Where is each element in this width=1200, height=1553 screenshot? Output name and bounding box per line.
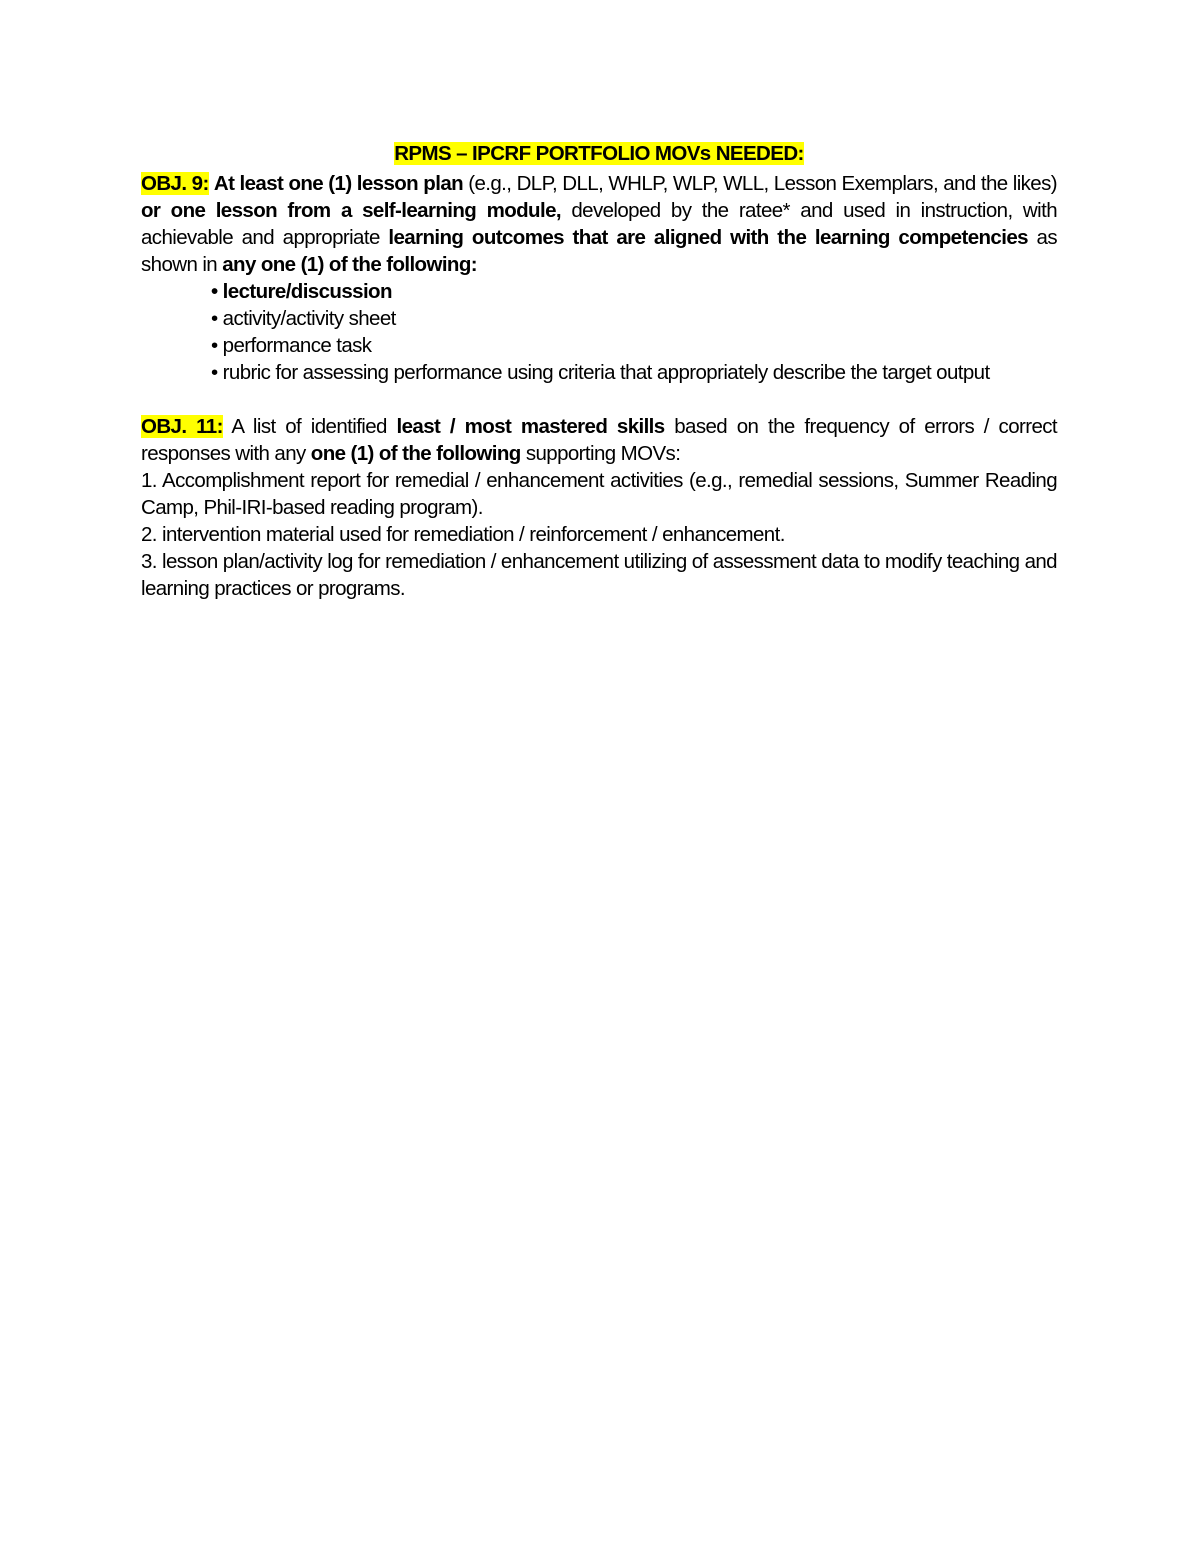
obj11-text-3: supporting MOVs: (520, 442, 681, 465)
obj11-bold-2: one (1) of the following (310, 442, 521, 465)
obj9-bullet-list (141, 278, 1057, 386)
obj9-paragraph (141, 170, 1057, 278)
bullet-item (211, 278, 1057, 305)
obj9-text-4: as shown in (141, 226, 1057, 276)
bullet-item: • performance task (211, 334, 372, 357)
obj9-text-2: (e.g., DLP, DLL, WHLP, WLP, WLL, Lesson Exemplars, and the likes) (463, 172, 1057, 195)
obj9-label: OBJ. 9: (141, 172, 209, 195)
title-highlight: RPMS – IPCRF PORTFOLIO MOVs NEEDED: (394, 142, 804, 165)
obj11-text-2: based on the frequency of errors / correct responses with any (141, 415, 1057, 465)
obj11-item: 3. lesson plan/activity log for remediation / enhancement utilizing of assessment data to modify teaching and learning practices or programs. (141, 550, 1057, 600)
bullet-item: • activity/activity sheet (211, 307, 396, 330)
obj11-bold-1: least / most mastered skills (396, 415, 665, 438)
section-spacer (141, 386, 1057, 413)
obj11-item: 1. Accomplishment report for remedial / enhancement activities (e.g., remedial sessions, Summer Reading Camp, Phil-IRI-based reading program). (141, 469, 1057, 519)
obj11-text-1: A list of identified (222, 415, 397, 438)
document-page (141, 140, 1057, 602)
obj11-item: 2. intervention material used for remediation / reinforcement / enhancement. (141, 523, 785, 546)
bullet-item: • rubric for assessing performance using criteria that appropriately describe the target output (211, 361, 990, 384)
obj9-bold-4: any one (1) of the following: (222, 253, 477, 276)
obj9-bold-2: or one lesson from a self-learning module, (141, 199, 561, 222)
obj9-bold-1: At least one (1) lesson plan (213, 172, 464, 195)
obj9-bold-3: learning outcomes that are aligned with the learning competencies (388, 226, 1028, 249)
obj11-paragraph (141, 413, 1057, 467)
obj9-text-3: developed by the ratee* and used in instruction, with achievable and appropriate (141, 199, 1057, 249)
obj11-label: OBJ. 11: (141, 415, 223, 438)
document-title (141, 140, 1057, 167)
bullet-item-text: • lecture/discussion (211, 280, 392, 303)
